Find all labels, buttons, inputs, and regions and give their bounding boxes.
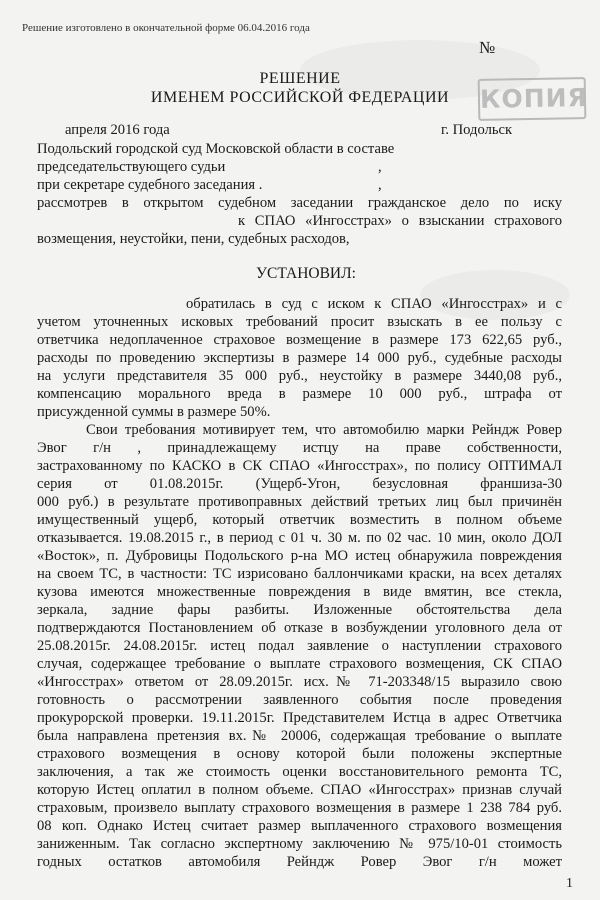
paragraph-line: серия от 01.08.2015г. (Ущерб-Угон, безусловная франшиза-30 <box>37 476 562 492</box>
decision-date: апреля 2016 года <box>65 122 170 138</box>
paragraph-line: на своем ТС, в частности: ТС изрисовано баллончиками краски, на всех деталях <box>37 566 562 582</box>
paragraph-line: застрахованному по КАСКО в СК СПАО «Ингосстрах», по полису ОПТИМАЛ <box>37 458 562 474</box>
secretary-line: при секретаре судебного заседания . <box>37 177 263 193</box>
case-line: возмещения, неустойки, пени, судебных расходов, <box>37 231 350 247</box>
paragraph-line: страхового возмещения в основу которой были положены экспертные <box>37 746 562 762</box>
document-subtitle: ИМЕНЕМ РОССИЙСКОЙ ФЕДЕРАЦИИ <box>150 89 450 106</box>
paragraph-line: 000 руб.) в результате противоправных действий третьих лиц был причинён <box>37 494 562 510</box>
paragraph-line: была направлена претензия вх.№ 20006, содержащая требование о выплате <box>37 728 562 744</box>
paragraph-line: заключения, а так же стоимость оценки восстановительного ремонта ТС, <box>37 764 562 780</box>
paragraph-line: страховым, произвело выплату страхового возмещения в размере 1 238 784 руб. <box>37 800 562 816</box>
paragraph-line: подтверждаются Постановлением об отказе в возбуждении уголовного дела от <box>37 620 562 636</box>
case-line: рассмотрев в открытом судебном заседании гражданское дело по иску <box>37 195 562 211</box>
secretary-comma: , <box>378 177 382 193</box>
judge-line: председательствующего судьи <box>37 159 226 175</box>
paragraph-line: обратилась в суд с иском к СПАО «Ингосстрах» и с <box>186 296 562 312</box>
judge-comma: , <box>378 159 382 175</box>
paragraph-line: отказывается. 19.08.2015 г., в период с 01 ч. 30 м. по 02 час. 10 мин, около ДОЛ <box>37 530 562 546</box>
paragraph-line: 08 коп. Однако Истец считает размер выплаченного страхового возмещения <box>37 818 562 834</box>
paragraph-line: на услуги представителя 35 000 руб., неустойку в размере 3440,08 руб., <box>37 368 562 384</box>
paragraph-line: прокурорской проверки. 19.11.2015г. Представителем Истца в адрес Ответчика <box>37 710 562 726</box>
paragraph-line: «Ингосстрах» ответом от 28.09.2015г. исх.№ 71-203348/15 выразило свою <box>37 674 562 690</box>
finalization-note: Решение изготовлено в окончательной форме 06.04.2016 года <box>22 22 310 34</box>
case-number-mark: № <box>479 38 496 57</box>
paragraph-line: компенсацию морального вреда в размере 10 000 руб., штрафа от <box>37 386 562 402</box>
paragraph-line: Эвог г/н , принадлежащему истцу на праве собственности, <box>37 440 562 456</box>
paragraph-line: годных остатков автомобиля Рейндж Ровер Эвог г/н может <box>37 854 562 870</box>
court-line: Подольский городской суд Московской области в составе <box>37 141 395 157</box>
section-heading: УСТАНОВИЛ: <box>256 265 356 282</box>
paragraph-line: случая, содержащее требование о выплате страхового возмещения, СК СПАО <box>37 656 562 672</box>
paragraph-line: зеркала, задние фары разбиты. Изложенные обстоятельства дела <box>37 602 562 618</box>
page-number: 1 <box>566 876 573 891</box>
paragraph-line: Свои требования мотивирует тем, что автомобилю марки Рейндж Ровер <box>86 422 562 438</box>
paragraph-line: готовность о рассмотрении заявленного события после проведения <box>37 692 562 708</box>
paragraph-line: имущественный ущерб, который ответчик возместить в полном объеме <box>37 512 562 528</box>
paragraph-line: ответчика недоплаченное страховое возмещение в размере 173 622,65 руб., <box>37 332 562 348</box>
paragraph-line: которую Истец оплатил в полном объеме. СПАО «Ингосстрах» признав случай <box>37 782 562 798</box>
paragraph-line: учетом уточненных исковых требований просит взыскать в ее пользу с <box>37 314 562 330</box>
decision-city: г. Подольск <box>441 122 513 138</box>
paragraph-line: заниженным. Так согласно экспертному заключению № 975/10-01 стоимость <box>37 836 562 852</box>
paragraph-line: расходы по проведению экспертизы в размере 14 000 руб., судебные расходы <box>37 350 562 366</box>
paragraph-line: «Восток», п. Дубровицы Подольского р-на МО истец обнаружила повреждения <box>37 548 562 564</box>
case-line: к СПАО «Ингосстрах» о взыскании страхового <box>238 213 562 229</box>
paragraph-line: 25.08.2015г. 24.08.2015г. истец подал заявление о наступлении страхового <box>37 638 562 654</box>
paragraph-line: присужденной суммы в размере 50%. <box>37 404 271 420</box>
copy-stamp: КОПИЯ <box>478 77 587 121</box>
paragraph-line: кузова имеются множественные повреждения в виде вмятин, все стекла, <box>37 584 562 600</box>
document-title: РЕШЕНИЕ <box>259 70 341 87</box>
